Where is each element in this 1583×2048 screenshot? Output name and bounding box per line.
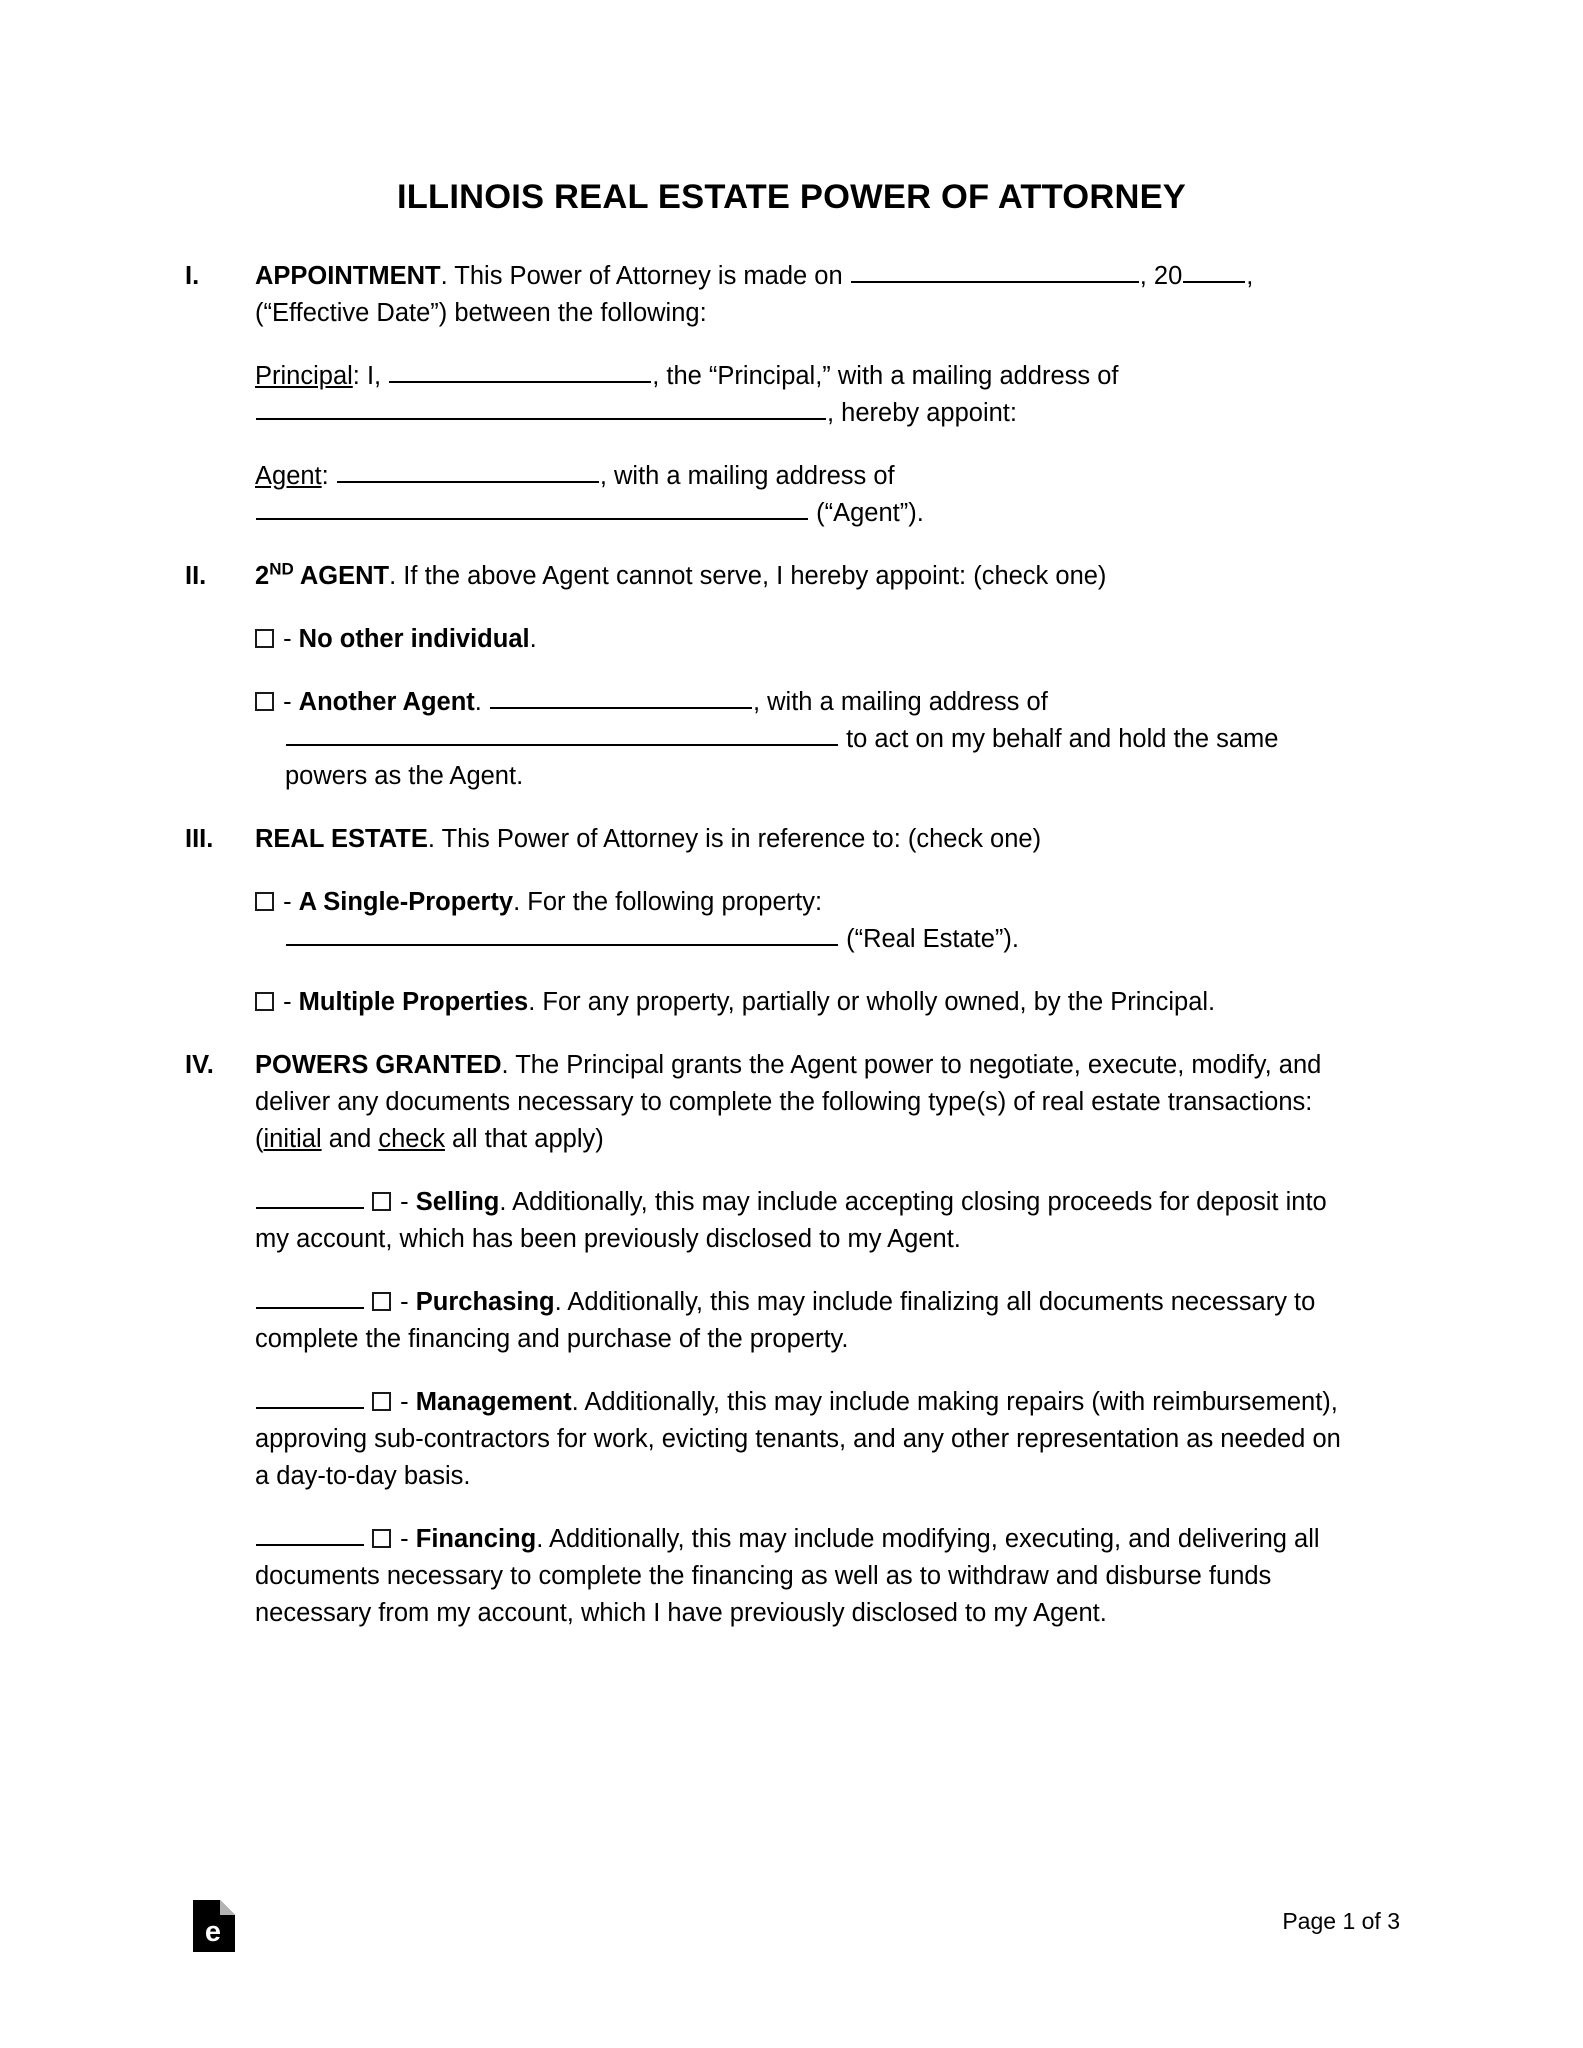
second-agent-option-none[interactable]: - No other individual. xyxy=(285,621,1348,658)
second-agent-option-another-text-c: to act on my behalf and hold the same powers as the Agent. xyxy=(285,725,1279,790)
section-appointment xyxy=(185,258,1348,332)
section-powers-granted-body-a: . The Principal grants the Agent power to negotiate, execute, modify, and deliver any documents necessary to complete the following type(s) of real estate transactions: ( xyxy=(255,1051,1322,1153)
second-agent-option-none-tail: . xyxy=(529,625,537,653)
checkbox-single-property-icon[interactable] xyxy=(255,892,274,911)
section-numeral-ii: II. xyxy=(185,562,207,590)
eforms-logo-icon[interactable] xyxy=(193,1900,235,1952)
agent-address-blank[interactable] xyxy=(256,496,808,520)
document-body xyxy=(185,258,1348,1658)
checkbox-management-icon[interactable] xyxy=(372,1392,391,1411)
second-agent-address-blank[interactable] xyxy=(286,722,838,746)
second-agent-option-none-label: No other individual xyxy=(298,625,530,653)
agent-text-b: , with a mailing address of xyxy=(599,462,895,490)
section-second-agent-heading-prefix: 2 xyxy=(255,562,270,590)
section-appointment-text-b: 20 xyxy=(1153,262,1183,290)
real-estate-option-multiple-text: . For any property, partially or wholly owned, by the Principal. xyxy=(528,988,1216,1016)
power-item-purchasing[interactable]: - Purchasing. Additionally, this may include finalizing all documents necessary to complete the financing and purchase of the property. xyxy=(255,1284,1348,1358)
section-appointment-text-a: . This Power of Attorney is made on xyxy=(440,262,850,290)
section-real-estate-text xyxy=(255,821,1348,858)
real-estate-option-single-label: A Single-Property xyxy=(298,888,514,916)
power-item-purchasing-label: Purchasing xyxy=(415,1288,555,1316)
power-item-management-label: Management xyxy=(415,1388,572,1416)
section-powers-granted-heading: POWERS GRANTED xyxy=(255,1051,502,1079)
powers-granted-check-word: check xyxy=(378,1125,445,1153)
section-powers-granted-text xyxy=(255,1047,1348,1158)
powers-granted-initial-word: initial xyxy=(263,1125,322,1153)
section-real-estate xyxy=(185,821,1348,858)
principal-address-blank[interactable] xyxy=(256,396,826,420)
real-estate-option-single-text-a: . For the following property: xyxy=(513,888,823,916)
agent-paragraph xyxy=(255,458,1348,532)
checkbox-multiple-properties-icon[interactable] xyxy=(255,992,274,1011)
section-real-estate-heading: REAL ESTATE xyxy=(255,825,428,853)
section-real-estate-body: . This Power of Attorney is in reference to: (check one) xyxy=(427,825,1042,853)
power-item-management-text: . Additionally, this may include making repairs (with reimbursement), approving sub-contractors for work, evicting tenants, and any other representation as needed on a day-to-day basis. xyxy=(255,1388,1341,1490)
power-item-selling-text: . Additionally, this may include accepting closing proceeds for deposit into my account, which has been previously disclosed to my Agent. xyxy=(255,1188,1327,1253)
section-second-agent xyxy=(185,558,1348,595)
financing-initials-blank[interactable] xyxy=(256,1522,364,1546)
section-powers-granted xyxy=(185,1047,1348,1158)
principal-label: Principal xyxy=(255,362,353,390)
second-agent-option-another-label: Another Agent xyxy=(298,688,475,716)
power-item-financing[interactable]: - Financing. Additionally, this may include modifying, executing, and delivering all documents necessary to complete the financing as well as to withdraw and disburse funds necessary from my account, which I have previously disclosed to my Agent. xyxy=(255,1521,1348,1632)
section-second-agent-heading-superscript: ND xyxy=(269,559,294,579)
principal-name-blank[interactable] xyxy=(389,359,651,383)
effective-year-blank[interactable] xyxy=(1183,259,1245,283)
page-number: Page 1 of 3 xyxy=(1282,1908,1400,1934)
principal-text-c: , hereby appoint: xyxy=(827,399,1017,427)
section-appointment-heading: APPOINTMENT xyxy=(255,262,441,290)
power-item-financing-label: Financing xyxy=(415,1525,537,1553)
power-item-purchasing-text: . Additionally, this may include finalizing all documents necessary to complete the financing and purchase of the property. xyxy=(255,1288,1316,1353)
single-property-blank[interactable] xyxy=(286,922,838,946)
section-numeral-iv: IV. xyxy=(185,1051,214,1079)
second-agent-option-another[interactable]: - Another Agent. , with a mailing address of to act on my behalf and hold the same powers as the Agent. xyxy=(285,684,1348,795)
checkbox-another-agent-icon[interactable] xyxy=(255,692,274,711)
powers-granted-and-word: and xyxy=(321,1125,379,1153)
power-item-management[interactable]: - Management. Additionally, this may include making repairs (with reimbursement), approving sub-contractors for work, evicting tenants, and any other representation as needed on a day-to-day basis. xyxy=(255,1384,1348,1495)
section-second-agent-body: . If the above Agent cannot serve, I hereby appoint: (check one) xyxy=(389,562,1107,590)
second-agent-name-blank[interactable] xyxy=(490,685,752,709)
principal-paragraph xyxy=(255,358,1348,432)
real-estate-option-single-text-b: (“Real Estate”). xyxy=(839,925,1019,953)
agent-label: Agent xyxy=(255,462,322,490)
section-powers-granted-body-b: all that apply) xyxy=(444,1125,604,1153)
purchasing-initials-blank[interactable] xyxy=(256,1285,364,1309)
power-item-selling[interactable]: - Selling. Additionally, this may include accepting closing proceeds for deposit into my account, which has been previously disclosed to my Agent. xyxy=(255,1184,1348,1258)
section-appointment-text-c: , (“Effective Date”) between the following: xyxy=(255,262,1254,327)
real-estate-option-single[interactable]: - A Single-Property. For the following property: (“Real Estate”). xyxy=(285,884,1348,958)
page-footer xyxy=(185,1900,1400,1970)
section-numeral-i: I. xyxy=(185,262,200,290)
checkbox-financing-icon[interactable] xyxy=(372,1529,391,1548)
real-estate-option-multiple[interactable]: - Multiple Properties. For any property, partially or wholly owned, by the Principal. xyxy=(285,984,1348,1021)
section-second-agent-text xyxy=(255,558,1348,595)
second-agent-option-another-text-a: . xyxy=(474,688,489,716)
real-estate-option-multiple-label: Multiple Properties xyxy=(298,988,529,1016)
principal-text-a: : I, xyxy=(352,362,389,390)
checkbox-selling-icon[interactable] xyxy=(372,1192,391,1211)
second-agent-option-another-text-b: , with a mailing address of xyxy=(752,688,1048,716)
power-item-financing-text: . Additionally, this may include modifying, executing, and delivering all documents necessary to complete the financing as well as to withdraw and disburse funds necessary from my account, which I have previously disclosed to my Agent. xyxy=(255,1525,1320,1627)
eforms-logo-letter: e xyxy=(204,1916,222,1948)
agent-name-blank[interactable] xyxy=(337,459,599,483)
power-item-selling-label: Selling xyxy=(415,1188,500,1216)
effective-date-blank[interactable] xyxy=(851,259,1139,283)
page-title: ILLINOIS REAL ESTATE POWER OF ATTORNEY xyxy=(397,178,1186,216)
checkbox-purchasing-icon[interactable] xyxy=(372,1292,391,1311)
section-second-agent-heading-main: AGENT xyxy=(293,562,390,590)
agent-text-a: : xyxy=(321,462,336,490)
management-initials-blank[interactable] xyxy=(256,1385,364,1409)
checkbox-no-other-individual-icon[interactable] xyxy=(255,629,274,648)
section-appointment-text: APPOINTMENT. This Power of Attorney is made on , 20 , (“Effective Date”) between the following: xyxy=(255,258,1348,332)
selling-initials-blank[interactable] xyxy=(256,1185,364,1209)
section-numeral-iii: III. xyxy=(185,825,214,853)
agent-text-c: (“Agent”). xyxy=(809,499,924,527)
principal-text-b: , the “Principal,” with a mailing address of xyxy=(652,362,1119,390)
